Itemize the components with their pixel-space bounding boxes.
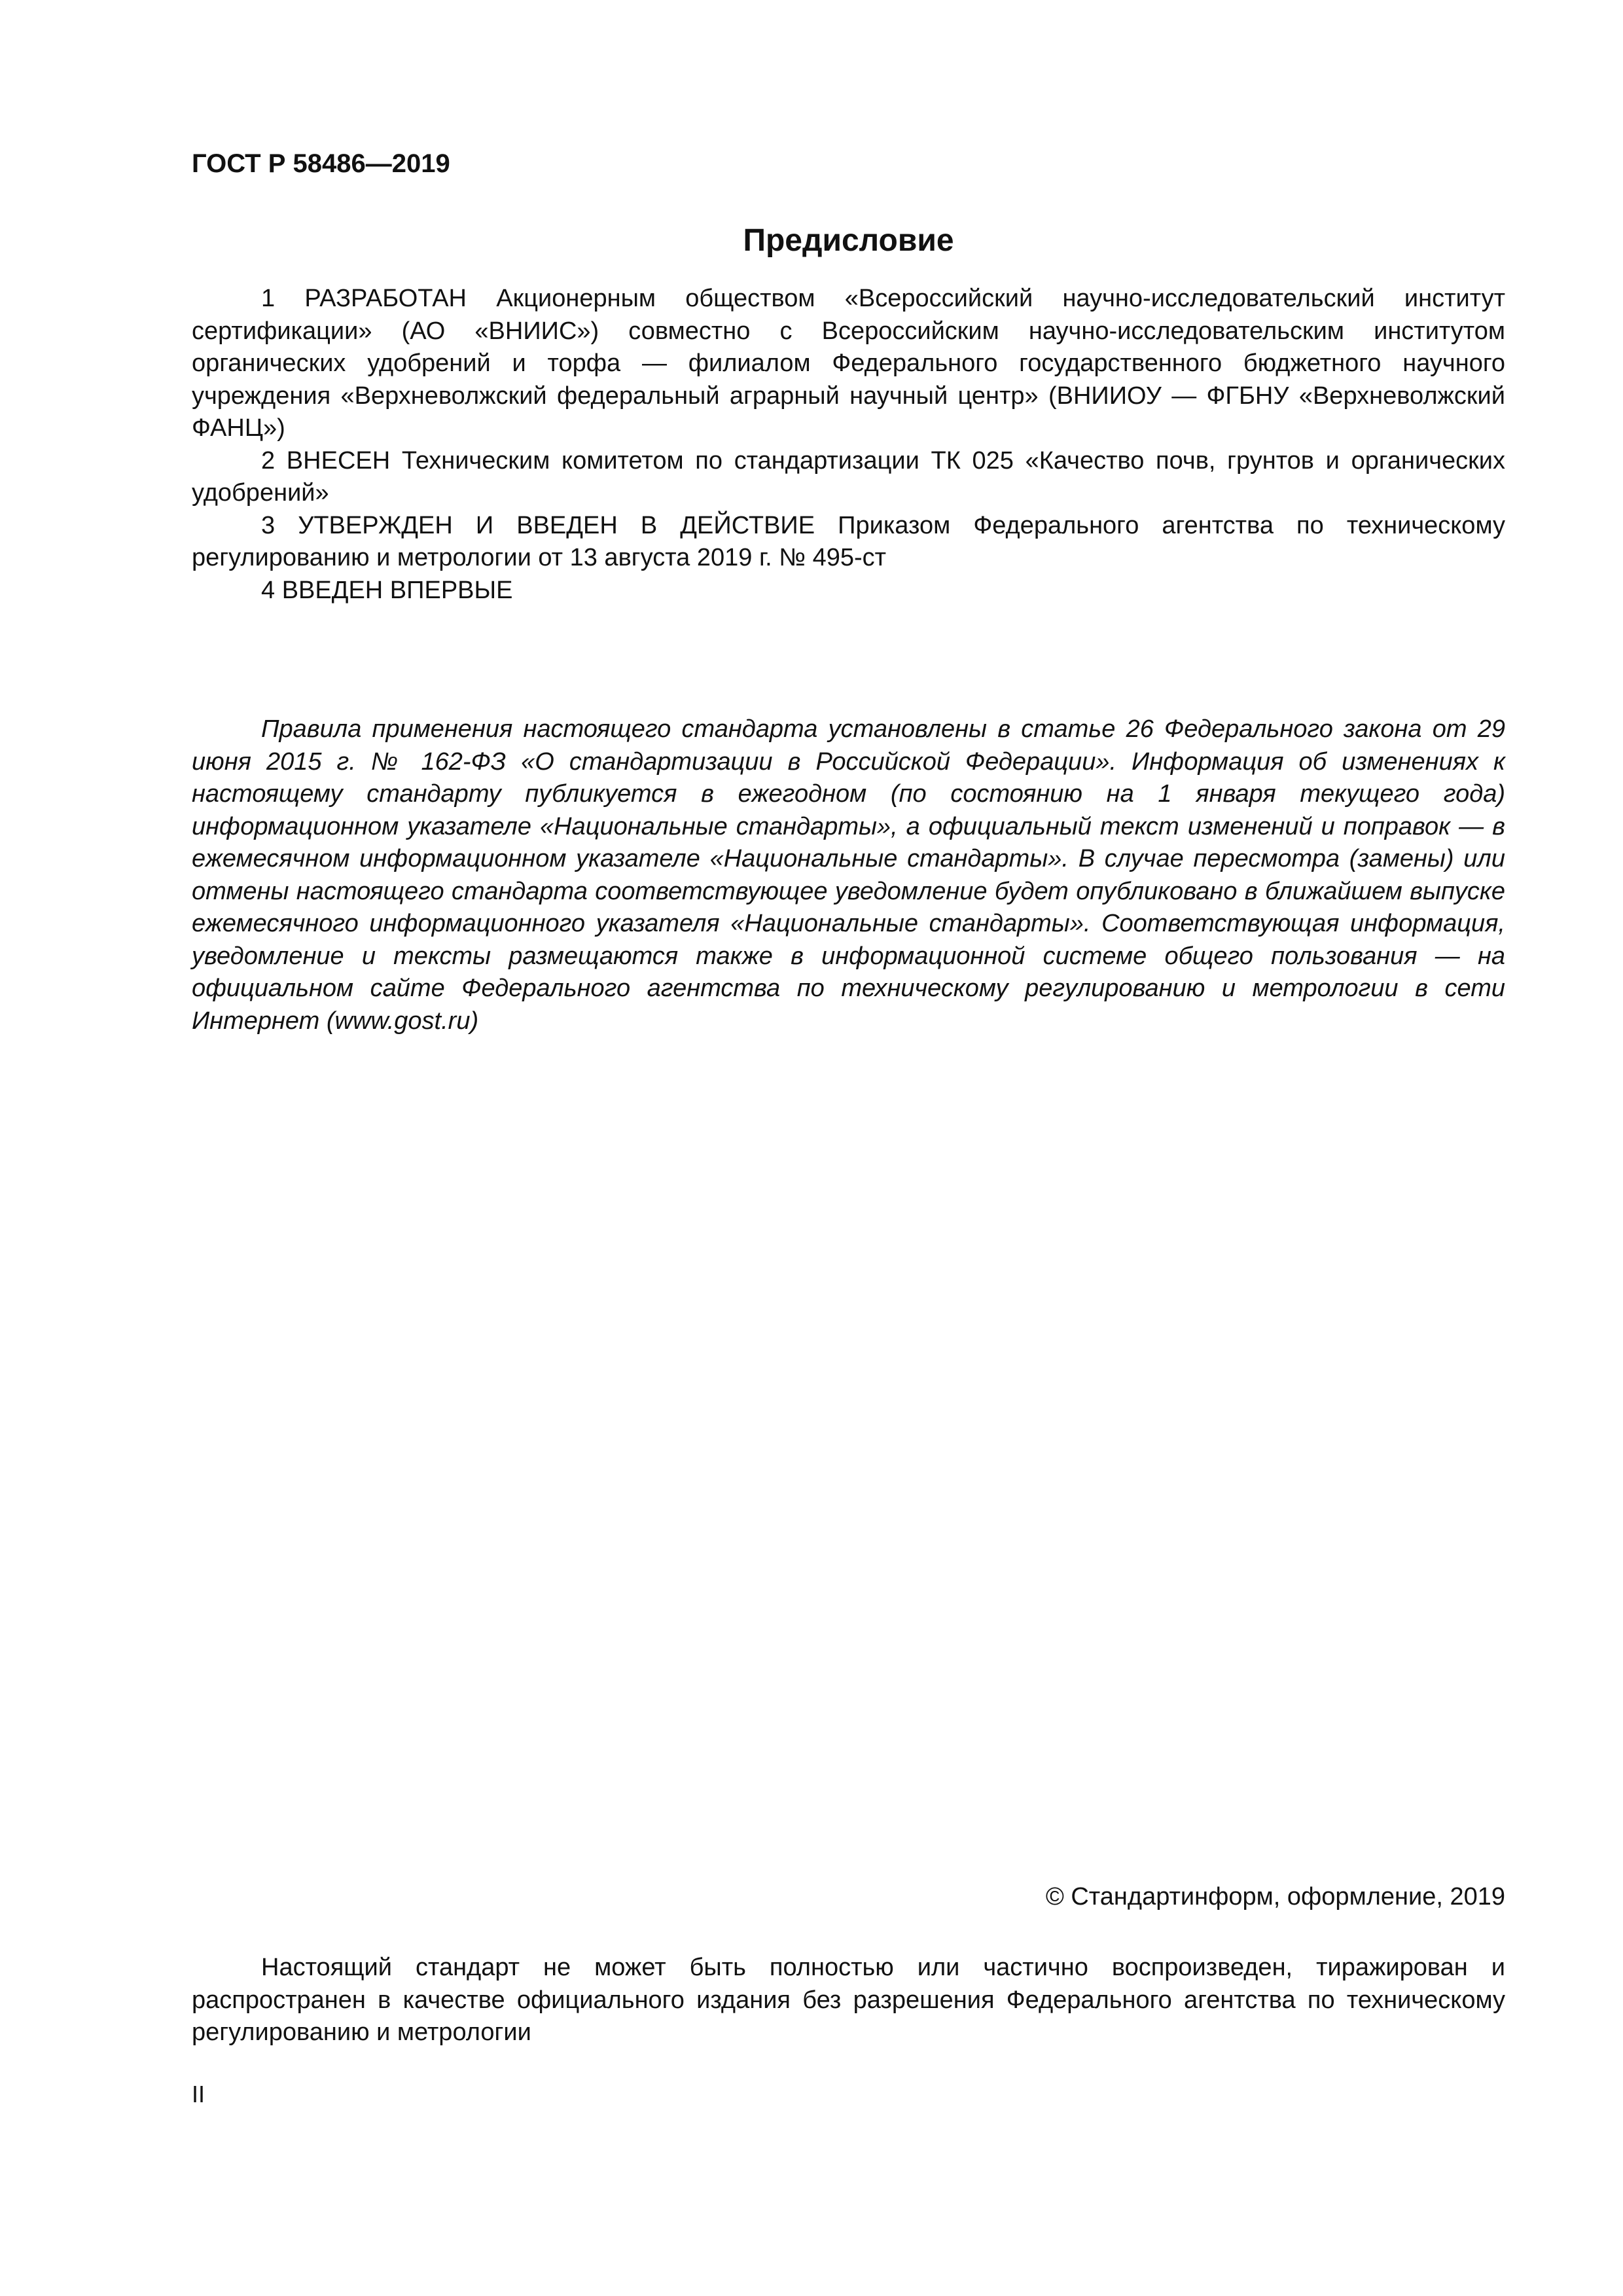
document-code: ГОСТ Р 58486—2019 [192,149,450,178]
legal-notice [192,1952,1505,2049]
preface-item-1: 1 РАЗРАБОТАН Акционерным обществом «Всероссийский научно-исследовательский институт сертификации» (АО «ВНИИС») совместно с Всероссийским научно-исследовательским институтом органических удобрений и торфа — филиалом Федерального государственного бюджетного научного учреждения «Верхневолжский федеральный аграрный научный центр» (ВНИИОУ — ФГБНУ «Верхневолжский ФАНЦ») [192,285,1505,442]
preface-items [192,283,1505,607]
notice-paragraph: Правила применения настоящего стандарта установлены в статье 26 Федерального закона от 29 июня 2015 г. № 162-ФЗ «О стандартизации в Российской Федерации». Информация об изменениях к настоящему стандарту публикуется в ежегодном (по состоянию на 1 января текущего года) информационном указателе «Национальные стандарты», а официальный текст изменений и поправок — в ежемесячном информационном указателе «Национальные стандарты». В случае пересмотра (замены) или отмены настоящего стандарта соответствующее уведомление будет опубликовано в ближайшем выпуске ежемесячного информационного указателя «Национальные стандарты». Соответствующая информация, уведомление и тексты размещаются также в информационной системе общего пользования — на официальном сайте Федерального агентства по техническому регулированию и метрологии в сети Интернет (www.gost.ru) [192,715,1505,1035]
standard-notice [192,713,1505,1037]
page-number: II [192,2081,205,2108]
legal-paragraph: Настоящий стандарт не может быть полностью или частично воспроизведен, тиражирован и распространен в качестве официального издания без разрешения Федерального агентства по техническому регулированию и метрологии [192,1954,1505,2046]
preface-item-3: 3 УТВЕРЖДЕН И ВВЕДЕН В ДЕЙСТВИЕ Приказом Федерального агентства по техническому регулированию и метрологии от 13 августа 2019 г. № 495-ст [192,511,1505,571]
preface-item-2: 2 ВНЕСЕН Техническим комитетом по стандартизации ТК 025 «Качество почв, грунтов и органических удобрений» [192,446,1505,507]
preface-title: Предисловие [743,223,954,258]
copyright-line: © Стандартинформ, оформление, 2019 [1045,1883,1505,1910]
preface-item-4: 4 ВВЕДЕН ВПЕРВЫЕ [261,576,513,604]
